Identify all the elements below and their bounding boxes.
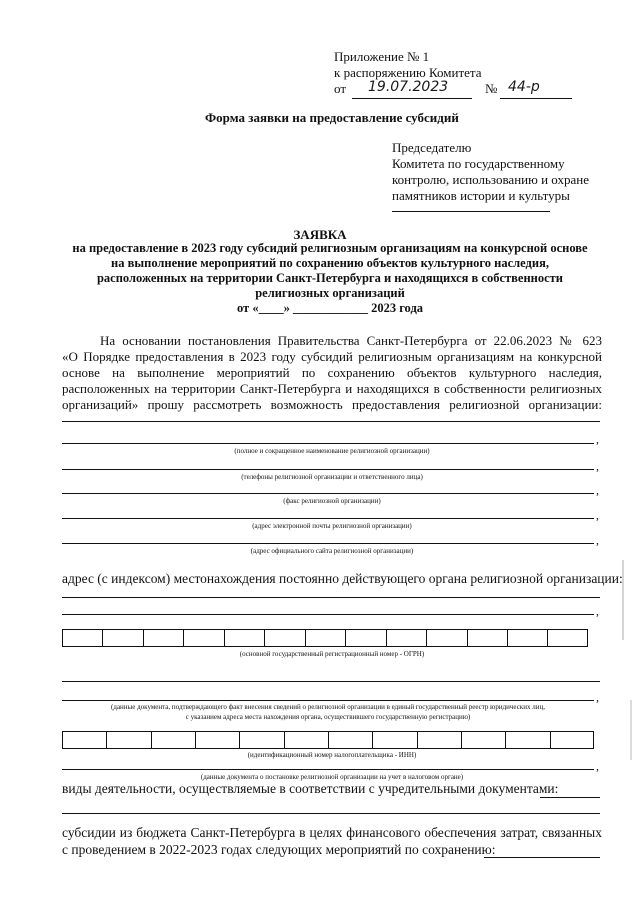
inn-cell[interactable]	[328, 731, 372, 749]
caption-inn: (идентификационный номер налогоплательщика - ИНН)	[247, 751, 417, 759]
tax-doc-input-line[interactable]	[62, 769, 594, 770]
ogrn-cell[interactable]	[62, 629, 102, 647]
comma: ,	[596, 533, 599, 547]
ogrn-cell[interactable]	[426, 629, 466, 647]
ogrn-cell[interactable]	[264, 629, 304, 647]
title-line1: на предоставление в 2023 году субсидий религиозным организациям на конкурсной основе	[72, 241, 588, 255]
scan-edge-mark	[630, 700, 632, 760]
comma: ,	[596, 759, 599, 773]
caption-registry-doc-2: с указанием адреса места нахождения органа, осуществившего государственную регистрацию)	[185, 713, 471, 721]
address-label: адрес (с индексом) местонахождения постоянно действующего органа религиозной организации:	[62, 571, 623, 586]
website-input-line[interactable]	[62, 543, 594, 544]
inn-cell[interactable]	[550, 731, 594, 749]
intro-line3: основе на выполнение мероприятий по сохранению объектов культурного наследия,	[62, 365, 602, 380]
activities-input-line[interactable]	[62, 813, 600, 814]
addressee-line1: Председателю	[392, 140, 472, 155]
ogrn-cell[interactable]	[183, 629, 223, 647]
addressee-line3: контролю, использованию и охране	[392, 172, 589, 187]
inn-cell[interactable]	[106, 731, 150, 749]
addressee-line2: Комитета по государственному	[392, 156, 565, 171]
intro-line2: «О Порядке предоставления в 2023 году субсидий религиозным организациям на конкурсной	[62, 349, 602, 364]
activities-label: виды деятельности, осуществляемые в соответствии с учредительными документами:	[62, 781, 559, 796]
appendix-number-label: №	[485, 81, 498, 96]
comma: ,	[596, 604, 599, 618]
ogrn-cell[interactable]	[467, 629, 507, 647]
inn-cell[interactable]	[284, 731, 328, 749]
caption-registry-doc-1: (данные документа, подтверждающего факт внесения сведений о религиозной организации в единый государственный реестр юридических лиц,	[111, 703, 545, 711]
registry-doc-input-line[interactable]	[62, 700, 594, 701]
caption-tax-doc: (данные документа о постановке религиозной организации на учет в налоговом органе)	[200, 773, 464, 781]
inn-cell[interactable]	[505, 731, 549, 749]
title-line3: расположенных на территории Санкт-Петербурга и находящихся в собственности	[96, 271, 564, 285]
subsidy-line2: с проведением в 2022-2023 годах следующих мероприятий по сохранению:	[62, 842, 496, 857]
caption-email: (адрес электронной почты религиозной организации)	[252, 522, 412, 530]
ogrn-cell[interactable]	[345, 629, 385, 647]
registry-doc-input-line[interactable]	[62, 681, 600, 682]
addressee-signature-line	[392, 211, 550, 212]
inn-cell[interactable]	[417, 731, 461, 749]
form-title: Форма заявки на предоставление субсидий	[205, 110, 459, 125]
title-line2: на выполнение мероприятий по сохранению объектов культурного наследия,	[111, 256, 549, 270]
comma: ,	[596, 432, 599, 446]
comma: ,	[596, 690, 599, 704]
inn-cell[interactable]	[151, 731, 195, 749]
subsidy-line1: субсидии из бюджета Санкт-Петербурга в целях финансового обеспечения затрат, связанных	[62, 825, 602, 840]
intro-line1: На основании постановления Правительства Санкт-Петербурга от 22.06.2023 № 623	[100, 333, 602, 348]
ogrn-cell[interactable]	[547, 629, 587, 647]
ogrn-cells[interactable]	[62, 629, 588, 647]
address-input-line[interactable]	[62, 614, 594, 615]
activities-input-line[interactable]	[540, 797, 600, 798]
addressee-line4: памятников истории и культуры	[392, 188, 570, 203]
appendix-number-handwritten: 44-р	[508, 79, 540, 95]
caption-website: (адрес официального сайта религиозной организации)	[250, 547, 414, 555]
ogrn-cell[interactable]	[507, 629, 547, 647]
ogrn-cell[interactable]	[224, 629, 264, 647]
inn-cell[interactable]	[461, 731, 505, 749]
appendix-line2: к распоряжению Комитета	[334, 65, 482, 80]
address-input-line[interactable]	[62, 597, 600, 598]
inn-cell[interactable]	[195, 731, 239, 749]
inn-cell[interactable]	[239, 731, 283, 749]
caption-phones: (телефоны религиозной организации и ответственного лица)	[241, 473, 423, 481]
title-date-line: от «____» ____________ 2023 года	[236, 301, 424, 315]
phones-input-line[interactable]	[62, 469, 594, 470]
ogrn-cell[interactable]	[143, 629, 183, 647]
caption-name: (полное и сокращенное наименование религиозной организации)	[234, 447, 430, 455]
comma: ,	[596, 483, 599, 497]
fax-input-line[interactable]	[62, 493, 594, 494]
name-input-line[interactable]	[62, 421, 600, 422]
intro-line4: расположенных на территории Санкт-Петербурга и находящихся в собственности религиозных	[62, 381, 602, 396]
inn-cell[interactable]	[372, 731, 416, 749]
title-line4: религиозных организаций	[255, 286, 405, 300]
email-input-line[interactable]	[62, 518, 594, 519]
ogrn-cell[interactable]	[102, 629, 142, 647]
intro-line5: организаций» прошу рассмотреть возможность предоставления религиозной организации:	[62, 397, 602, 412]
ogrn-cell[interactable]	[305, 629, 345, 647]
appendix-date-handwritten: 19.07.2023	[368, 79, 449, 95]
title-heading: ЗАЯВКА	[293, 227, 347, 242]
caption-ogrn: (основной государственный регистрационный номер - ОГРН)	[239, 650, 425, 658]
ogrn-cell[interactable]	[386, 629, 426, 647]
subsidy-input-line[interactable]	[484, 857, 600, 858]
appendix-line1: Приложение № 1	[334, 49, 430, 64]
comma: ,	[596, 508, 599, 522]
comma: ,	[596, 459, 599, 473]
appendix-from-label: от	[334, 81, 347, 96]
name-input-line[interactable]	[62, 443, 594, 444]
inn-cells[interactable]	[62, 731, 594, 749]
inn-cell[interactable]	[62, 731, 106, 749]
caption-fax: (факс религиозной организации)	[283, 497, 381, 505]
